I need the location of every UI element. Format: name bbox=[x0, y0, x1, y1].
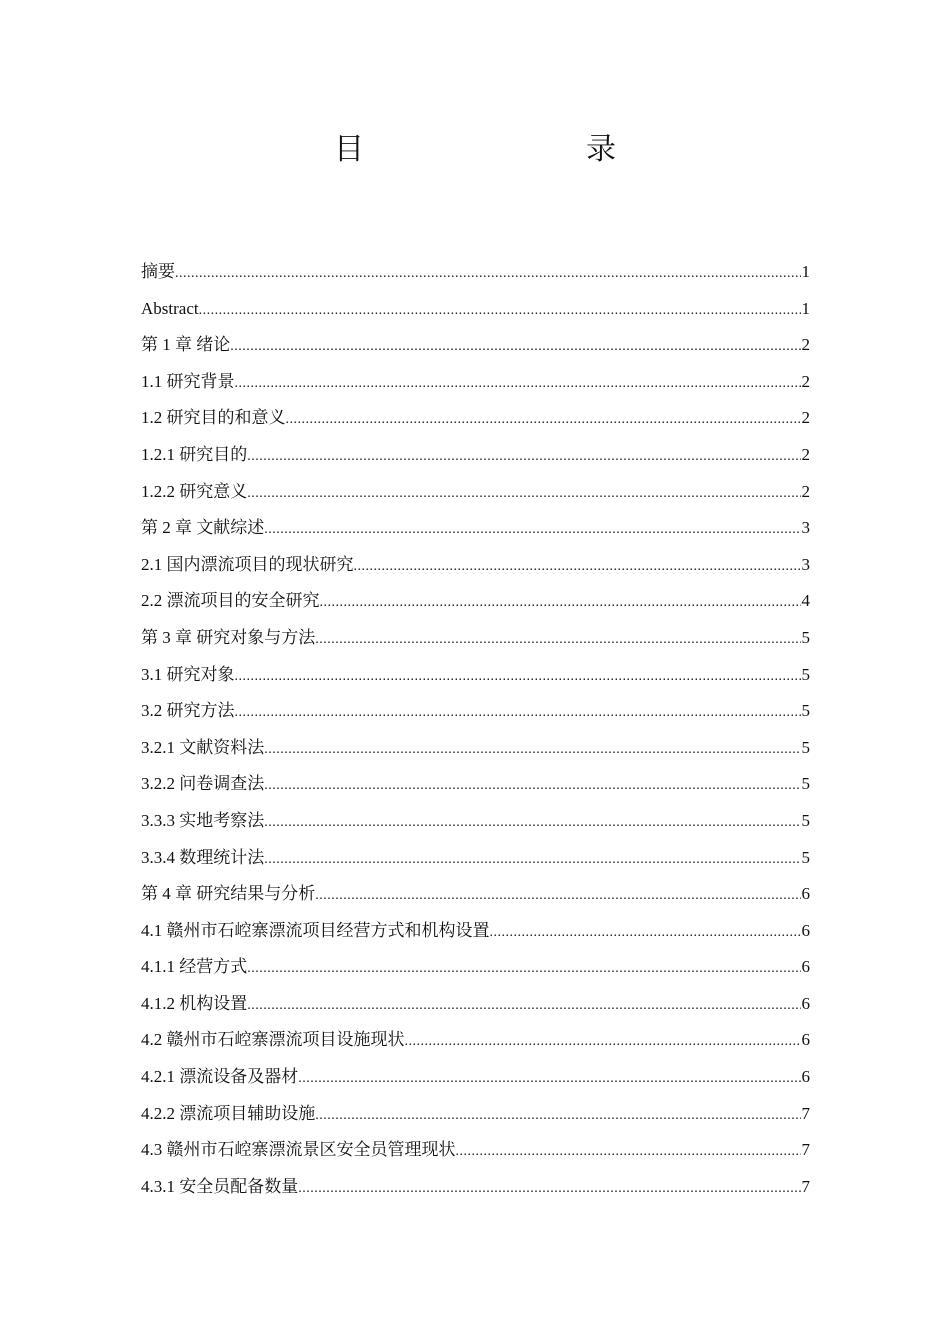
toc-entry bbox=[141, 876, 810, 913]
toc-entry bbox=[141, 474, 810, 511]
toc-entry bbox=[141, 437, 810, 474]
toc-entry-label: 4.1.2 机构设置 bbox=[141, 993, 248, 1013]
toc-entry-page: 7 bbox=[801, 1140, 810, 1160]
toc-entry-label: 4.1.1 经营方式 bbox=[141, 957, 248, 977]
toc-entry-label: 3.3.4 数理统计法 bbox=[141, 847, 265, 867]
toc-entry bbox=[141, 583, 810, 620]
toc-entry-label: 1.2 研究目的和意义 bbox=[141, 408, 286, 428]
toc-dot-leader bbox=[490, 913, 802, 950]
toc-dot-leader bbox=[320, 583, 802, 620]
table-of-contents bbox=[141, 254, 810, 1205]
toc-dot-leader bbox=[264, 730, 801, 767]
toc-dot-leader bbox=[354, 547, 802, 584]
toc-entry-label: 3.2.2 问卷调查法 bbox=[141, 774, 265, 794]
toc-entry bbox=[141, 510, 810, 547]
toc-entry-label: 4.3.1 安全员配备数量 bbox=[141, 1176, 299, 1196]
toc-dot-leader bbox=[456, 1132, 802, 1169]
toc-entry-page: 7 bbox=[801, 1176, 810, 1196]
toc-entry-label: 1.1 研究背景 bbox=[141, 371, 235, 391]
toc-entry-page: 2 bbox=[801, 408, 810, 428]
toc-dot-leader bbox=[264, 803, 801, 840]
toc-entry-label: 4.1 赣州市石崆寨漂流项目经营方式和机构设置 bbox=[141, 920, 490, 940]
toc-entry bbox=[141, 657, 810, 694]
toc-entry-label: 1.2.1 研究目的 bbox=[141, 444, 248, 464]
toc-entry-page: 1 bbox=[801, 298, 810, 318]
toc-entry bbox=[141, 1169, 810, 1206]
toc-dot-leader bbox=[315, 876, 801, 913]
toc-entry-page: 5 bbox=[801, 664, 810, 684]
toc-entry bbox=[141, 620, 810, 657]
toc-entry-label: 3.1 研究对象 bbox=[141, 664, 235, 684]
toc-entry bbox=[141, 1132, 810, 1169]
toc-entry-page: 5 bbox=[801, 847, 810, 867]
toc-entry bbox=[141, 400, 810, 437]
toc-dot-leader bbox=[247, 986, 801, 1023]
toc-entry-label: 3.3.3 实地考察法 bbox=[141, 810, 265, 830]
toc-dot-leader bbox=[235, 657, 802, 694]
toc-entry-page: 3 bbox=[801, 518, 810, 538]
toc-dot-leader bbox=[230, 327, 801, 364]
toc-entry-label: 4.2.1 漂流设备及器材 bbox=[141, 1067, 299, 1087]
toc-entry bbox=[141, 803, 810, 840]
toc-entry bbox=[141, 1096, 810, 1133]
toc-entry-page: 6 bbox=[801, 920, 810, 940]
toc-entry-label: 3.2 研究方法 bbox=[141, 701, 235, 721]
toc-entry-page: 5 bbox=[801, 810, 810, 830]
toc-dot-leader bbox=[405, 1022, 802, 1059]
toc-entry-label: 第 3 章 研究对象与方法 bbox=[141, 627, 316, 647]
toc-dot-leader bbox=[199, 291, 801, 328]
toc-entry-label: 3.2.1 文献资料法 bbox=[141, 737, 265, 757]
toc-entry bbox=[141, 913, 810, 950]
toc-entry-page: 2 bbox=[801, 371, 810, 391]
toc-dot-leader bbox=[235, 693, 802, 730]
toc-entry-label: 摘要 bbox=[141, 262, 175, 281]
toc-entry-page: 6 bbox=[801, 993, 810, 1013]
toc-entry-page: 2 bbox=[801, 444, 810, 464]
toc-entry-page: 6 bbox=[801, 957, 810, 977]
toc-entry-label: 4.2.2 漂流项目辅助设施 bbox=[141, 1103, 316, 1123]
toc-entry-page: 6 bbox=[801, 884, 810, 904]
toc-entry-label: Abstract bbox=[141, 298, 199, 318]
toc-dot-leader bbox=[298, 1059, 801, 1096]
toc-dot-leader bbox=[247, 949, 801, 986]
toc-entry-label: 4.2 赣州市石崆寨漂流项目设施现状 bbox=[141, 1030, 405, 1050]
toc-entry-page: 5 bbox=[801, 627, 810, 647]
toc-entry bbox=[141, 547, 810, 584]
toc-entry-label: 第 1 章 绪论 bbox=[141, 335, 231, 355]
toc-entry-label: 4.3 赣州市石崆寨漂流景区安全员管理现状 bbox=[141, 1140, 456, 1160]
toc-entry-label: 1.2.2 研究意义 bbox=[141, 481, 248, 501]
toc-dot-leader bbox=[264, 840, 801, 877]
toc-dot-leader bbox=[264, 510, 801, 547]
toc-entry bbox=[141, 364, 810, 401]
toc-entry-page: 5 bbox=[801, 774, 810, 794]
toc-dot-leader bbox=[315, 620, 801, 657]
toc-entry-label: 第 2 章 文献综述 bbox=[141, 518, 265, 538]
toc-entry bbox=[141, 1059, 810, 1096]
toc-title: 目 录 bbox=[334, 133, 670, 166]
toc-dot-leader bbox=[264, 766, 801, 803]
toc-dot-leader bbox=[247, 474, 801, 511]
toc-entry-page: 5 bbox=[801, 737, 810, 757]
toc-entry-label: 第 4 章 研究结果与分析 bbox=[141, 884, 316, 904]
toc-dot-leader bbox=[175, 254, 801, 291]
toc-entry bbox=[141, 949, 810, 986]
toc-entry-page: 6 bbox=[801, 1067, 810, 1087]
toc-entry bbox=[141, 327, 810, 364]
toc-entry-page: 7 bbox=[801, 1103, 810, 1123]
toc-entry bbox=[141, 986, 810, 1023]
toc-entry bbox=[141, 291, 810, 328]
toc-entry bbox=[141, 693, 810, 730]
toc-dot-leader bbox=[235, 364, 802, 401]
toc-entry bbox=[141, 766, 810, 803]
toc-dot-leader bbox=[247, 437, 801, 474]
toc-entry-page: 3 bbox=[801, 554, 810, 574]
toc-entry-page: 5 bbox=[801, 701, 810, 721]
toc-entry-page: 2 bbox=[801, 335, 810, 355]
toc-dot-leader bbox=[286, 400, 802, 437]
toc-entry-label: 2.2 漂流项目的安全研究 bbox=[141, 591, 320, 611]
toc-entry bbox=[141, 254, 810, 291]
toc-entry-page: 1 bbox=[801, 262, 810, 281]
toc-dot-leader bbox=[315, 1096, 801, 1133]
toc-entry-label: 2.1 国内漂流项目的现状研究 bbox=[141, 554, 354, 574]
toc-entry-page: 4 bbox=[801, 591, 810, 611]
toc-entry bbox=[141, 730, 810, 767]
toc-entry bbox=[141, 840, 810, 877]
toc-entry-page: 2 bbox=[801, 481, 810, 501]
toc-entry-page: 6 bbox=[801, 1030, 810, 1050]
toc-dot-leader bbox=[298, 1169, 801, 1206]
toc-entry bbox=[141, 1022, 810, 1059]
